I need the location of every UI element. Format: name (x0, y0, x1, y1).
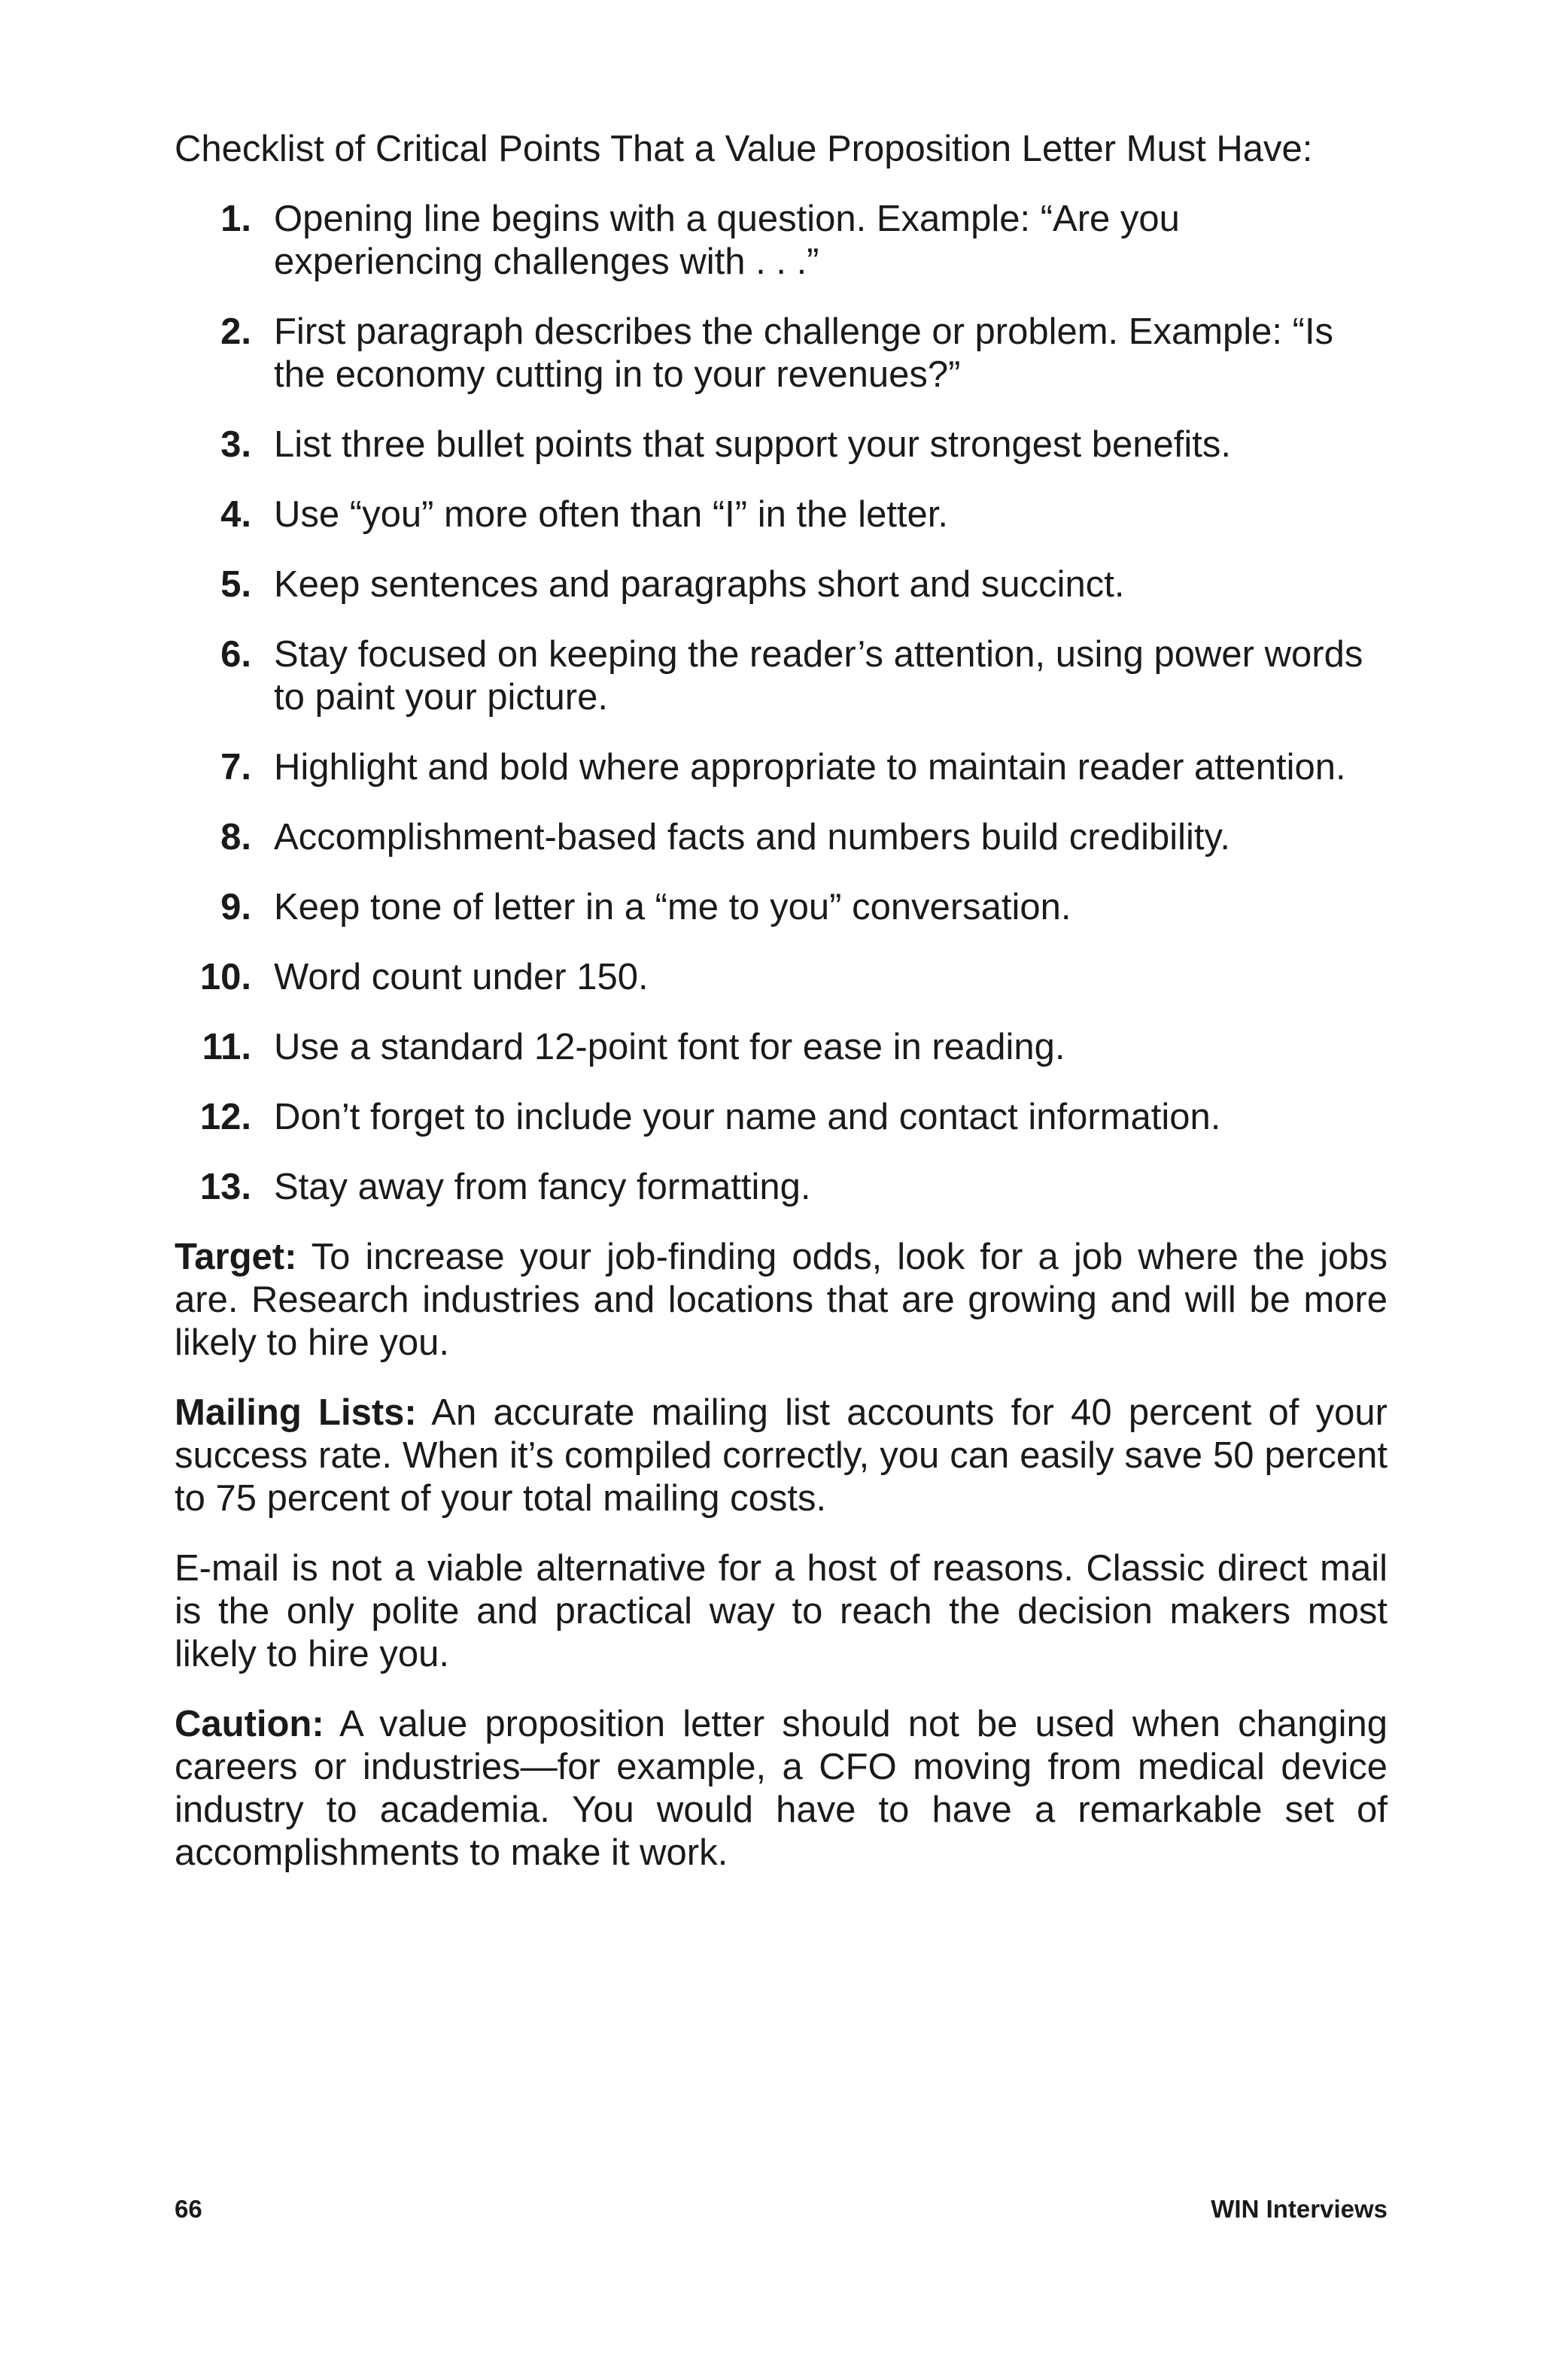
list-item (175, 633, 1388, 719)
item-text: Word count under 150. (274, 957, 649, 997)
caution-text: A value proposition letter should not be used when changing careers or industries—for example, a CFO moving from medical device industry to academia. You would have to have a remarkable set of accomplishments to make it work. (175, 1704, 1388, 1873)
list-item (175, 1166, 1388, 1209)
item-text: Highlight and bold where appropriate to maintain reader attention. (274, 747, 1346, 788)
item-text: Don’t forget to include your name and contact information. (274, 1097, 1221, 1137)
item-number: 3. (220, 424, 251, 465)
item-number: 9. (220, 887, 251, 927)
target-label: Target: (175, 1237, 297, 1277)
item-text: First paragraph describes the challenge or problem. Example: “Is the economy cutting in to your revenues?” (274, 311, 1334, 395)
item-number: 13. (199, 1167, 251, 1207)
item-text: Accomplishment-based facts and numbers build credibility. (274, 817, 1230, 858)
item-number: 1. (220, 199, 251, 239)
list-item (175, 746, 1388, 789)
list-item (175, 956, 1388, 999)
item-number: 12. (199, 1097, 251, 1137)
caution-paragraph (175, 1703, 1388, 1875)
page-body (175, 128, 1388, 1902)
item-text: Opening line begins with a question. Example: “Are you experiencing challenges with . . .” (274, 199, 1180, 282)
list-item (175, 1026, 1388, 1069)
item-text: Stay away from fancy formatting. (274, 1167, 811, 1207)
list-item (175, 563, 1388, 606)
item-text: List three bullet points that support your strongest benefits. (274, 424, 1232, 465)
book-title: WIN Interviews (1211, 2195, 1388, 2223)
item-text: Use a standard 12-point font for ease in reading. (274, 1027, 1065, 1067)
checklist (175, 198, 1388, 1209)
target-paragraph (175, 1236, 1388, 1365)
item-number: 5. (220, 564, 251, 605)
email-paragraph: E-mail is not a viable alternative for a host of reasons. Classic direct mail is the only polite and practical way to reach the decision makers most likely to hire you. (175, 1548, 1388, 1674)
item-text: Use “you” more often than “I” in the letter. (274, 494, 949, 535)
item-text: Keep tone of letter in a “me to you” conversation. (274, 887, 1071, 927)
item-text: Stay focused on keeping the reader’s attention, using power words to paint your picture. (274, 634, 1363, 718)
checklist-heading: Checklist of Critical Points That a Value Proposition Letter Must Have: (175, 129, 1313, 169)
item-number: 11. (202, 1027, 251, 1067)
caution-label: Caution: (175, 1704, 324, 1744)
list-item (175, 311, 1388, 396)
item-number: 4. (220, 494, 251, 535)
item-number: 2. (220, 311, 251, 352)
mailing-lists-paragraph (175, 1392, 1388, 1520)
item-number: 8. (220, 817, 251, 858)
list-item (175, 423, 1388, 466)
list-item (175, 493, 1388, 536)
list-item (175, 1096, 1388, 1139)
mailing-lists-text: An accurate mailing list accounts for 40 percent of your success rate. When it’s compiled correctly, you can easily save 50 percent to 75 percent of your total mailing costs. (175, 1392, 1388, 1519)
item-number: 7. (220, 747, 251, 788)
list-item (175, 816, 1388, 859)
item-number: 6. (220, 634, 251, 675)
page-number: 66 (175, 2195, 202, 2223)
target-text: To increase your job-finding odds, look for a job where the jobs are. Research industries and locations that are growing and will be more likely to hire you. (175, 1237, 1388, 1363)
item-text: Keep sentences and paragraphs short and succinct. (274, 564, 1125, 605)
item-number: 10. (199, 957, 251, 997)
list-item (175, 198, 1388, 284)
page-footer (175, 2195, 1388, 2224)
mailing-lists-label: Mailing Lists: (175, 1392, 417, 1433)
list-item (175, 886, 1388, 929)
